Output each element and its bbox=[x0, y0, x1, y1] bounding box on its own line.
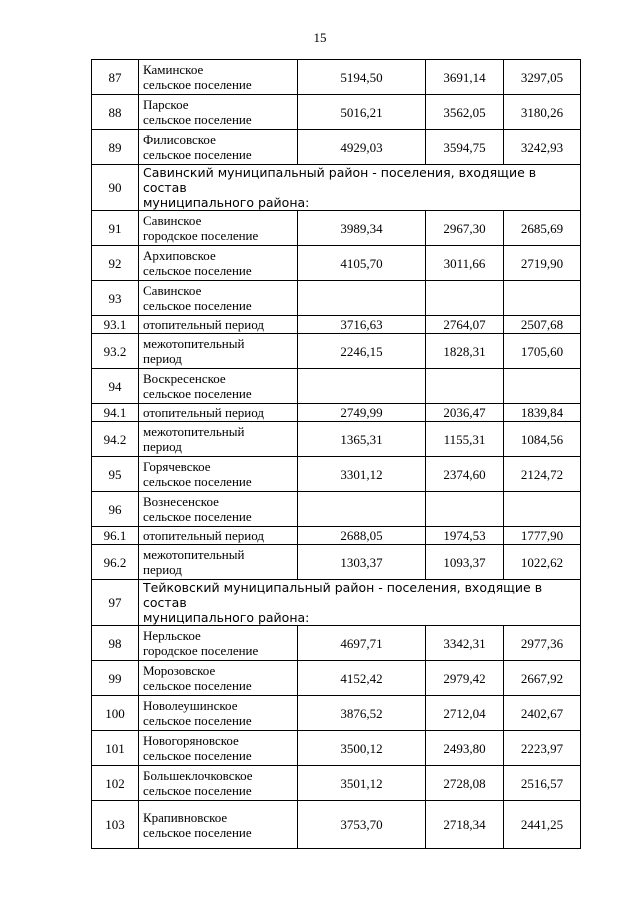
settlement-name-line: межотопительный bbox=[143, 336, 245, 351]
row-number: 95 bbox=[92, 457, 139, 492]
row-number: 96.1 bbox=[92, 527, 139, 545]
value-cell-2: 2036,47 bbox=[426, 404, 504, 422]
value-cell-3: 2441,25 bbox=[504, 801, 581, 849]
section-heading-line: Савинский муниципальный район - поселения, входящие в состав bbox=[143, 165, 537, 195]
table-row bbox=[92, 545, 581, 580]
settlement-name bbox=[139, 626, 298, 661]
settlement-name-line: отопительный период bbox=[143, 405, 264, 420]
settlement-name bbox=[139, 766, 298, 801]
row-number: 99 bbox=[92, 661, 139, 696]
table-row bbox=[92, 95, 581, 130]
settlement-name-line: Каминское bbox=[143, 62, 204, 77]
row-number: 89 bbox=[92, 130, 139, 165]
tariff-table bbox=[91, 59, 581, 849]
settlement-name-line: сельское поселение bbox=[143, 748, 252, 763]
table-row bbox=[92, 281, 581, 316]
value-cell-1: 3989,34 bbox=[298, 211, 426, 246]
value-cell-1: 1365,31 bbox=[298, 422, 426, 457]
section-heading-line: муниципального района: bbox=[143, 610, 310, 625]
value-cell-1: 5016,21 bbox=[298, 95, 426, 130]
value-cell-1: 4152,42 bbox=[298, 661, 426, 696]
value-cell-3: 1084,56 bbox=[504, 422, 581, 457]
value-cell-1 bbox=[298, 492, 426, 527]
value-cell-2: 2979,42 bbox=[426, 661, 504, 696]
row-number: 93.1 bbox=[92, 316, 139, 334]
section-heading bbox=[139, 580, 581, 626]
settlement-name-line: сельское поселение bbox=[143, 509, 252, 524]
value-cell-1: 4105,70 bbox=[298, 246, 426, 281]
value-cell-2 bbox=[426, 492, 504, 527]
value-cell-3 bbox=[504, 492, 581, 527]
value-cell-2: 2718,34 bbox=[426, 801, 504, 849]
value-cell-1: 3753,70 bbox=[298, 801, 426, 849]
table-row bbox=[92, 316, 581, 334]
value-cell-3 bbox=[504, 281, 581, 316]
row-number: 90 bbox=[92, 165, 139, 211]
settlement-name-line: сельское поселение bbox=[143, 783, 252, 798]
settlement-name bbox=[139, 696, 298, 731]
value-cell-2: 2493,80 bbox=[426, 731, 504, 766]
row-number: 94 bbox=[92, 369, 139, 404]
settlement-name bbox=[139, 422, 298, 457]
value-cell-1: 4929,03 bbox=[298, 130, 426, 165]
settlement-name-line: сельское поселение bbox=[143, 112, 252, 127]
settlement-name-line: сельское поселение bbox=[143, 474, 252, 489]
settlement-name bbox=[139, 661, 298, 696]
row-number: 97 bbox=[92, 580, 139, 626]
settlement-name-line: сельское поселение bbox=[143, 824, 252, 840]
settlement-name bbox=[139, 95, 298, 130]
settlement-name bbox=[139, 369, 298, 404]
value-cell-3: 1777,90 bbox=[504, 527, 581, 545]
settlement-name-line: Нерльское bbox=[143, 628, 201, 643]
table-row bbox=[92, 696, 581, 731]
value-cell-2: 3594,75 bbox=[426, 130, 504, 165]
settlement-name bbox=[139, 457, 298, 492]
settlement-name-line: отопительный период bbox=[143, 317, 264, 332]
settlement-name bbox=[139, 334, 298, 369]
settlement-name-line: период bbox=[143, 562, 182, 577]
table-row bbox=[92, 801, 581, 849]
value-cell-3: 3242,93 bbox=[504, 130, 581, 165]
value-cell-2: 2764,07 bbox=[426, 316, 504, 334]
table-row bbox=[92, 60, 581, 95]
value-cell-2: 2728,08 bbox=[426, 766, 504, 801]
row-number: 88 bbox=[92, 95, 139, 130]
settlement-name-line: сельское поселение bbox=[143, 386, 252, 401]
value-cell-3: 1705,60 bbox=[504, 334, 581, 369]
settlement-name-line: Горячевское bbox=[143, 459, 211, 474]
settlement-name-line: сельское поселение bbox=[143, 678, 252, 693]
value-cell-2: 2374,60 bbox=[426, 457, 504, 492]
settlement-name bbox=[139, 801, 298, 849]
settlement-name-line: Новогоряновское bbox=[143, 733, 239, 748]
value-cell-3: 2507,68 bbox=[504, 316, 581, 334]
settlement-name-line: сельское поселение bbox=[143, 147, 252, 162]
table-row bbox=[92, 661, 581, 696]
value-cell-1: 5194,50 bbox=[298, 60, 426, 95]
settlement-name-line: период bbox=[143, 351, 182, 366]
settlement-name bbox=[139, 60, 298, 95]
table-row bbox=[92, 422, 581, 457]
value-cell-1 bbox=[298, 369, 426, 404]
value-cell-3: 1839,84 bbox=[504, 404, 581, 422]
value-cell-2 bbox=[426, 369, 504, 404]
table-row bbox=[92, 731, 581, 766]
value-cell-1: 3301,12 bbox=[298, 457, 426, 492]
settlement-name bbox=[139, 211, 298, 246]
row-number: 100 bbox=[92, 696, 139, 731]
settlement-name-line: период bbox=[143, 439, 182, 454]
value-cell-3: 3180,26 bbox=[504, 95, 581, 130]
value-cell-1: 3500,12 bbox=[298, 731, 426, 766]
row-number: 94.1 bbox=[92, 404, 139, 422]
value-cell-3: 2977,36 bbox=[504, 626, 581, 661]
value-cell-2: 3562,05 bbox=[426, 95, 504, 130]
value-cell-1: 3876,52 bbox=[298, 696, 426, 731]
settlement-name-line: сельское поселение bbox=[143, 263, 252, 278]
table-row bbox=[92, 246, 581, 281]
table-row bbox=[92, 334, 581, 369]
settlement-name bbox=[139, 731, 298, 766]
settlement-name-line: отопительный период bbox=[143, 528, 264, 543]
value-cell-1 bbox=[298, 281, 426, 316]
settlement-name bbox=[139, 545, 298, 580]
value-cell-3: 1022,62 bbox=[504, 545, 581, 580]
settlement-name-line: Савинское bbox=[143, 213, 202, 228]
value-cell-3: 3297,05 bbox=[504, 60, 581, 95]
section-heading-line: Тейковский муниципальный район - поселения, входящие в состав bbox=[143, 580, 543, 610]
row-number: 93 bbox=[92, 281, 139, 316]
row-number: 101 bbox=[92, 731, 139, 766]
row-number: 96 bbox=[92, 492, 139, 527]
row-number: 94.2 bbox=[92, 422, 139, 457]
settlement-name-line: межотопительный bbox=[143, 547, 245, 562]
row-number: 93.2 bbox=[92, 334, 139, 369]
row-number: 92 bbox=[92, 246, 139, 281]
row-number: 103 bbox=[92, 801, 139, 849]
settlement-name bbox=[139, 130, 298, 165]
settlement-name-line: городское поселение bbox=[143, 643, 259, 658]
row-number: 87 bbox=[92, 60, 139, 95]
table-row bbox=[92, 404, 581, 422]
value-cell-1: 4697,71 bbox=[298, 626, 426, 661]
value-cell-2: 3342,31 bbox=[426, 626, 504, 661]
page-number: 15 bbox=[313, 30, 327, 45]
settlement-name-line: Парское bbox=[143, 97, 189, 112]
settlement-name-line: Савинское bbox=[143, 283, 202, 298]
value-cell-2: 3691,14 bbox=[426, 60, 504, 95]
settlement-name bbox=[139, 492, 298, 527]
settlement-name-line: Морозовское bbox=[143, 663, 216, 678]
settlement-name bbox=[139, 527, 298, 545]
value-cell-3: 2124,72 bbox=[504, 457, 581, 492]
value-cell-2 bbox=[426, 281, 504, 316]
settlement-name-line: городское поселение bbox=[143, 228, 259, 243]
settlement-name-line: Филисовское bbox=[143, 132, 216, 147]
table-row bbox=[92, 369, 581, 404]
value-cell-2: 2967,30 bbox=[426, 211, 504, 246]
settlement-name-line: Крапивновское bbox=[143, 809, 228, 825]
row-number: 96.2 bbox=[92, 545, 139, 580]
value-cell-3: 2402,67 bbox=[504, 696, 581, 731]
value-cell-3: 2667,92 bbox=[504, 661, 581, 696]
value-cell-1: 3716,63 bbox=[298, 316, 426, 334]
settlement-name-line: Новолеушинское bbox=[143, 698, 238, 713]
row-number: 102 bbox=[92, 766, 139, 801]
settlement-name-line: Большеклочковское bbox=[143, 768, 253, 783]
table-row bbox=[92, 626, 581, 661]
value-cell-3: 2516,57 bbox=[504, 766, 581, 801]
settlement-name bbox=[139, 316, 298, 334]
value-cell-1: 1303,37 bbox=[298, 545, 426, 580]
settlement-name-line: Архиповское bbox=[143, 248, 216, 263]
value-cell-3: 2223,97 bbox=[504, 731, 581, 766]
section-row bbox=[92, 580, 581, 626]
settlement-name-line: сельское поселение bbox=[143, 713, 252, 728]
section-heading-line: муниципального района: bbox=[143, 195, 310, 210]
value-cell-1: 2688,05 bbox=[298, 527, 426, 545]
value-cell-1: 2246,15 bbox=[298, 334, 426, 369]
value-cell-2: 2712,04 bbox=[426, 696, 504, 731]
table-row bbox=[92, 457, 581, 492]
value-cell-1: 3501,12 bbox=[298, 766, 426, 801]
settlement-name-line: Воскресенское bbox=[143, 371, 226, 386]
table-row bbox=[92, 766, 581, 801]
settlement-name-line: межотопительный bbox=[143, 424, 245, 439]
settlement-name-line: сельское поселение bbox=[143, 298, 252, 313]
settlement-name bbox=[139, 246, 298, 281]
value-cell-2: 1828,31 bbox=[426, 334, 504, 369]
value-cell-3: 2685,69 bbox=[504, 211, 581, 246]
row-number: 91 bbox=[92, 211, 139, 246]
settlement-name-line: сельское поселение bbox=[143, 77, 252, 92]
table-row bbox=[92, 130, 581, 165]
value-cell-2: 1093,37 bbox=[426, 545, 504, 580]
value-cell-2: 3011,66 bbox=[426, 246, 504, 281]
value-cell-3 bbox=[504, 369, 581, 404]
value-cell-2: 1974,53 bbox=[426, 527, 504, 545]
row-number: 98 bbox=[92, 626, 139, 661]
value-cell-2: 1155,31 bbox=[426, 422, 504, 457]
settlement-name bbox=[139, 404, 298, 422]
table-row bbox=[92, 492, 581, 527]
settlement-name bbox=[139, 281, 298, 316]
settlement-name-line: Вознесенское bbox=[143, 494, 219, 509]
value-cell-3: 2719,90 bbox=[504, 246, 581, 281]
table-row bbox=[92, 527, 581, 545]
section-heading bbox=[139, 165, 581, 211]
value-cell-1: 2749,99 bbox=[298, 404, 426, 422]
table-row bbox=[92, 211, 581, 246]
section-row bbox=[92, 165, 581, 211]
